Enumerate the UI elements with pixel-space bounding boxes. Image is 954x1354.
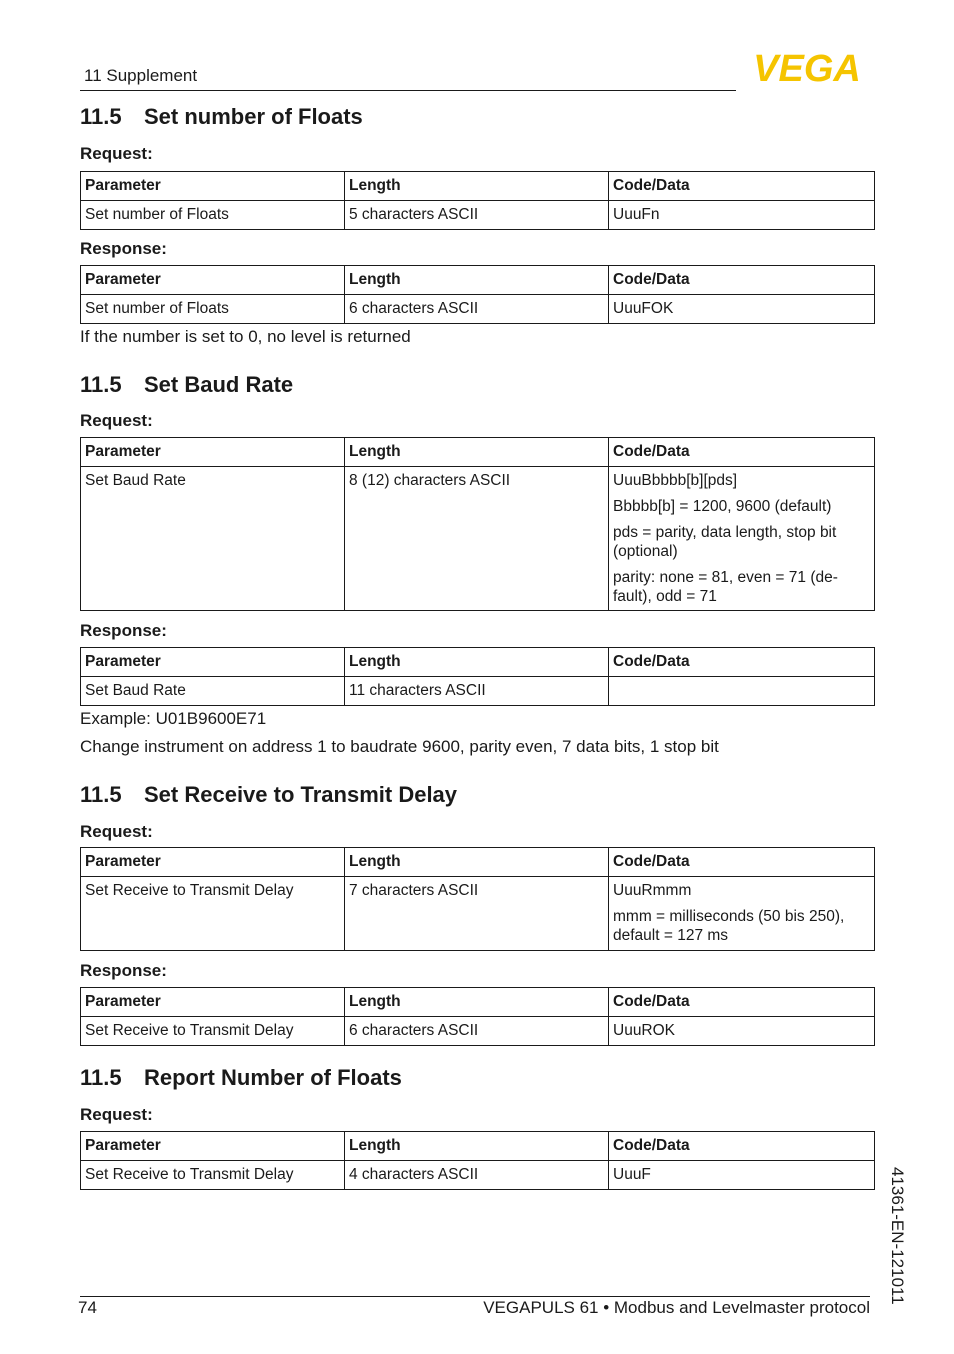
table-row bbox=[81, 467, 875, 611]
cell-parameter: Set Receive to Transmit Delay bbox=[81, 1017, 345, 1046]
header-parameter: Parameter bbox=[81, 438, 345, 467]
cell-code bbox=[609, 677, 875, 706]
header-code: Code/Data bbox=[609, 438, 875, 467]
code-line: Bbbbb[b] = 1200, 9600 (default) bbox=[613, 498, 832, 515]
header-length: Length bbox=[345, 438, 609, 467]
header-length: Length bbox=[345, 172, 609, 201]
cell-code bbox=[609, 467, 875, 611]
table-header-row bbox=[81, 266, 875, 295]
cell-code: UuuF bbox=[609, 1161, 875, 1190]
header-length: Length bbox=[345, 266, 609, 295]
cell-code bbox=[609, 877, 875, 951]
table-header-row bbox=[81, 848, 875, 877]
cell-parameter: Set number of Floats bbox=[81, 201, 345, 230]
table-header-row bbox=[81, 438, 875, 467]
header-parameter: Parameter bbox=[81, 1132, 345, 1161]
request-label: Request: bbox=[80, 411, 153, 430]
code-line: UuuRmmm bbox=[613, 882, 692, 899]
header-parameter: Parameter bbox=[81, 988, 345, 1017]
cell-parameter: Set Baud Rate bbox=[81, 467, 345, 611]
note-text: If the number is set to 0, no level is returned bbox=[80, 327, 411, 346]
example-text: Example: U01B9600E71 bbox=[80, 709, 267, 728]
cell-code: UuuROK bbox=[609, 1017, 875, 1046]
svg-text:VEGA: VEGA bbox=[753, 50, 861, 84]
table-row bbox=[81, 877, 875, 951]
response-label: Response: bbox=[80, 621, 167, 640]
header-code: Code/Data bbox=[609, 848, 875, 877]
header-length: Length bbox=[345, 1132, 609, 1161]
section-heading-set-number-of-floats: 11.5 Set number of Floats bbox=[80, 104, 363, 129]
header-code: Code/Data bbox=[609, 172, 875, 201]
cell-parameter: Set Receive to Transmit Delay bbox=[81, 877, 345, 951]
cell-length: 6 characters ASCII bbox=[345, 1017, 609, 1046]
explain-text: Change instrument on address 1 to baudrate 9600, parity even, 7 data bits, 1 stop bit bbox=[80, 737, 719, 756]
table-row bbox=[81, 295, 875, 324]
cell-length: 6 characters ASCII bbox=[345, 295, 609, 324]
response-label: Response: bbox=[80, 239, 167, 258]
request-table-set-receive-delay bbox=[80, 847, 875, 951]
request-table-set-baud-rate bbox=[80, 437, 875, 611]
response-table-set-baud-rate bbox=[80, 647, 875, 706]
table-header-row bbox=[81, 172, 875, 201]
cell-length: 11 characters ASCII bbox=[345, 677, 609, 706]
response-table-set-receive-delay bbox=[80, 987, 875, 1046]
cell-code: UuuFn bbox=[609, 201, 875, 230]
page-number: 74 bbox=[78, 1298, 97, 1317]
cell-parameter: Set Receive to Transmit Delay bbox=[81, 1161, 345, 1190]
table-row bbox=[81, 1017, 875, 1046]
cell-length: 7 characters ASCII bbox=[345, 877, 609, 951]
header-parameter: Parameter bbox=[81, 848, 345, 877]
table-row bbox=[81, 677, 875, 706]
header-parameter: Parameter bbox=[81, 172, 345, 201]
header-code: Code/Data bbox=[609, 266, 875, 295]
cell-parameter: Set number of Floats bbox=[81, 295, 345, 324]
chapter-label: 11 Supplement bbox=[84, 66, 198, 85]
section-heading-set-receive-delay: 11.5 Set Receive to Transmit Delay bbox=[80, 782, 458, 807]
code-line: parity: none = 81, even = 71 (de-fault), odd = 71 bbox=[613, 569, 838, 605]
header-length: Length bbox=[345, 848, 609, 877]
cell-parameter: Set Baud Rate bbox=[81, 677, 345, 706]
section-heading-set-baud-rate: 11.5 Set Baud Rate bbox=[80, 372, 294, 397]
section-heading-report-number-of-floats: 11.5 Report Number of Floats bbox=[80, 1065, 402, 1090]
table-header-row bbox=[81, 988, 875, 1017]
cell-length: 5 characters ASCII bbox=[345, 201, 609, 230]
request-table-set-number-of-floats bbox=[80, 171, 875, 230]
request-label: Request: bbox=[80, 1105, 153, 1124]
table-row bbox=[81, 1161, 875, 1190]
document-id: 41361-EN-121011 bbox=[888, 1167, 907, 1305]
response-table-set-number-of-floats bbox=[80, 265, 875, 324]
header-parameter: Parameter bbox=[81, 266, 345, 295]
header-length: Length bbox=[345, 988, 609, 1017]
header-parameter: Parameter bbox=[81, 648, 345, 677]
header-code: Code/Data bbox=[609, 988, 875, 1017]
code-line: UuuBbbbb[b][pds] bbox=[613, 472, 738, 489]
footer-title: VEGAPULS 61 • Modbus and Levelmaster protocol bbox=[483, 1298, 870, 1317]
code-line: mmm = milliseconds (50 bis 250), default = 127 ms bbox=[613, 908, 845, 944]
response-label: Response: bbox=[80, 961, 167, 980]
cell-length: 4 characters ASCII bbox=[345, 1161, 609, 1190]
footer-divider bbox=[80, 1296, 870, 1297]
code-line: pds = parity, data length, stop bit (optional) bbox=[613, 524, 837, 560]
header-length: Length bbox=[345, 648, 609, 677]
request-table-report-number-of-floats bbox=[80, 1131, 875, 1190]
vega-logo bbox=[742, 50, 872, 84]
cell-code: UuuFOK bbox=[609, 295, 875, 324]
header-divider bbox=[80, 90, 736, 91]
table-header-row bbox=[81, 648, 875, 677]
request-label: Request: bbox=[80, 822, 153, 841]
table-row bbox=[81, 201, 875, 230]
request-label: Request: bbox=[80, 144, 153, 163]
cell-length: 8 (12) characters ASCII bbox=[345, 467, 609, 611]
table-header-row bbox=[81, 1132, 875, 1161]
header-code: Code/Data bbox=[609, 648, 875, 677]
header-code: Code/Data bbox=[609, 1132, 875, 1161]
